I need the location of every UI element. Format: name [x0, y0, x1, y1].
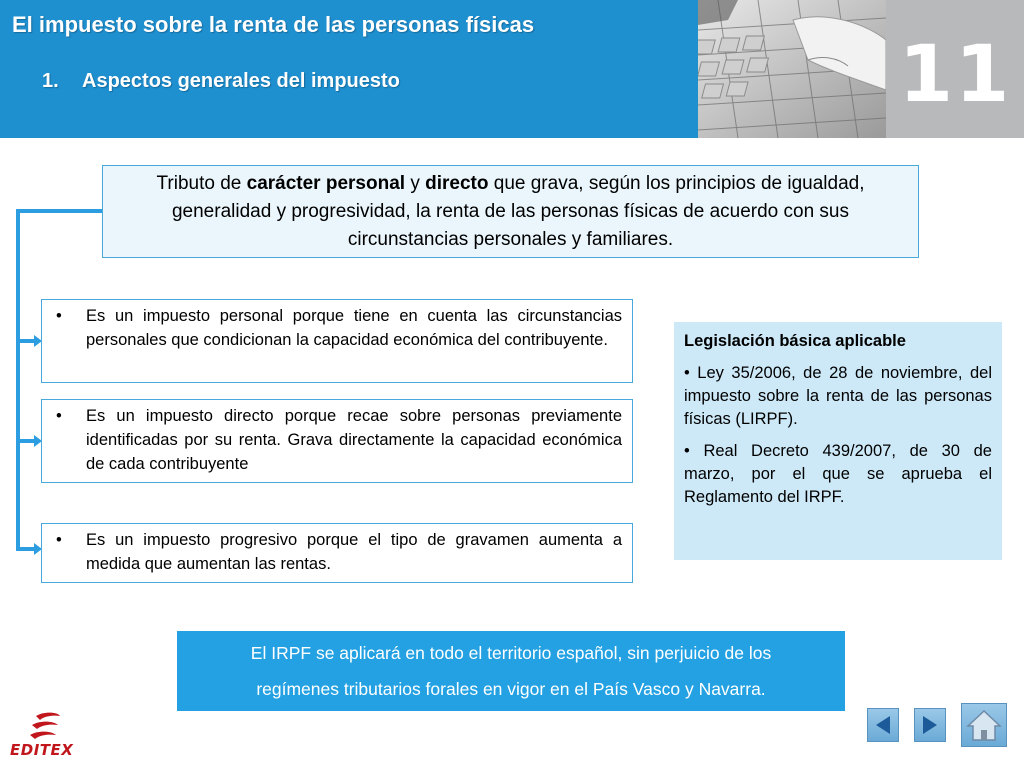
bullet-symbol: •: [56, 407, 62, 425]
section-number: 1.: [42, 70, 59, 92]
bullet-box-progresivo: [41, 523, 633, 583]
legislation-heading: Legislación básica aplicable: [684, 332, 906, 350]
slide-title: El impuesto sobre la renta de las personas físicas: [12, 12, 535, 37]
previous-slide-button[interactable]: [867, 708, 899, 742]
definition-text-3: que grava, según los principios de igualdad, generalidad y progresividad, la renta de las personas físicas de acuerdo con sus circunstancias personales y familiares.: [171, 173, 865, 250]
legislation-item: • Ley 35/2006, de 28 de noviembre, del impuesto sobre la renta de las personas físicas (LIRPF).: [684, 364, 992, 428]
section-subtitle-text: Aspectos generales del impuesto: [82, 70, 400, 92]
irpf-note-line-2: regímenes tributarios forales en vigor en el País Vasco y Navarra.: [256, 679, 766, 699]
bullet-text: Es un impuesto directo porque recae sobre personas previamente identificadas por su renta. Grava directamente la capacidad económica de cada contribuyente: [86, 407, 622, 473]
section-subtitle: [42, 70, 400, 93]
bullet-symbol: •: [56, 531, 62, 549]
arrow-left-icon: [872, 714, 894, 736]
home-button[interactable]: [961, 703, 1007, 747]
header-banner: [0, 0, 1024, 138]
editex-logo: [10, 712, 80, 762]
definition-bold-personal: carácter personal: [246, 173, 406, 194]
definition-text-2: y: [405, 173, 426, 194]
bullet-symbol: •: [56, 307, 62, 325]
definition-bold-directo: directo: [425, 173, 489, 194]
bullet-box-directo: [41, 399, 633, 483]
irpf-note-line-1: El IRPF se aplicará en todo el territorio español, sin perjuicio de los: [250, 643, 772, 663]
editex-logo-text: EDITEX: [10, 741, 74, 759]
definition-text-1: Tributo de: [156, 173, 247, 194]
keyboard-photo: [698, 0, 886, 138]
tax-definition-box: [102, 165, 919, 258]
home-icon: [966, 708, 1002, 742]
irpf-territory-note: [177, 631, 845, 711]
chapter-number: 11: [898, 30, 1012, 120]
legislation-panel: [674, 322, 1002, 560]
bullet-text: Es un impuesto progresivo porque el tipo de gravamen aumenta a medida que aumentan las rentas.: [86, 531, 622, 573]
editex-logo-mark: [28, 712, 64, 740]
legislation-item: • Real Decreto 439/2007, de 30 de marzo, por el que se aprueba el Reglamento del IRPF.: [684, 442, 992, 506]
chapter-number-block: [886, 0, 1024, 138]
bullet-box-personal: [41, 299, 633, 383]
next-slide-button[interactable]: [914, 708, 946, 742]
bullet-text: Es un impuesto personal porque tiene en cuenta las circunstancias personales que condicionan la capacidad económica del contribuyente.: [86, 307, 622, 349]
arrow-right-icon: [919, 714, 941, 736]
